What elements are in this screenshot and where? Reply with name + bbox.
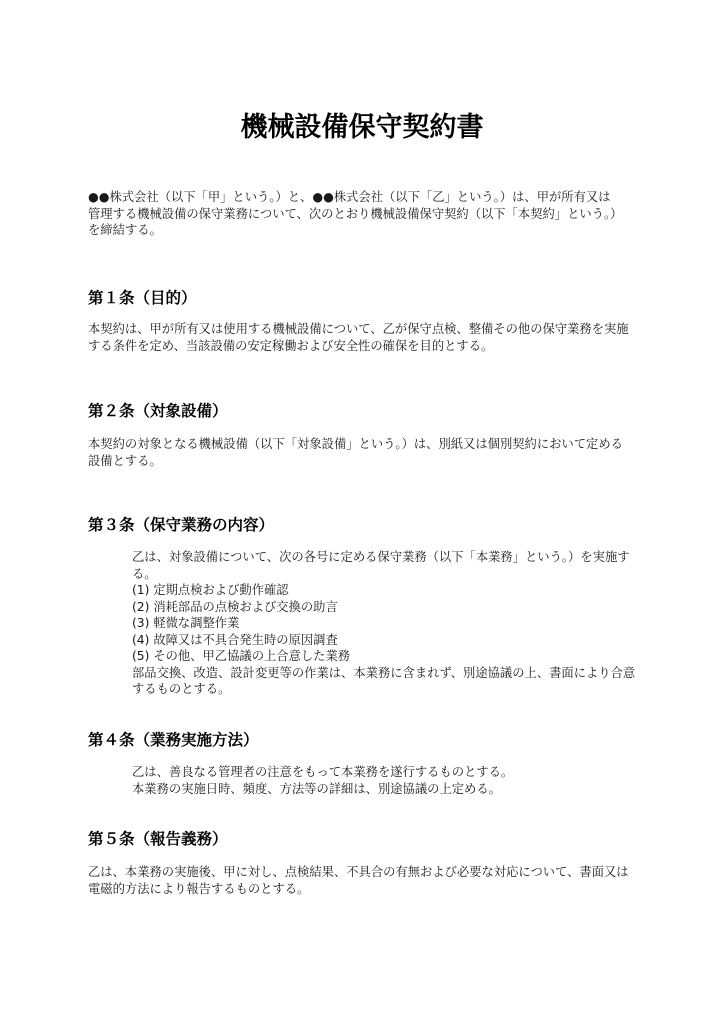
preamble-line: を締結する。 (88, 223, 162, 237)
preamble (88, 189, 644, 239)
preamble-line: 管理する機械設備の保守業務について、次のとおり機械設備保守契約（以下「本契約」という。） (88, 206, 623, 221)
list-item: (4) 故障又は不具合発生時の原因調査 (132, 632, 338, 647)
article-4-body (132, 764, 644, 797)
article-5-heading: 第５条（報告義務） (88, 830, 228, 848)
article-line: 電磁的方法により報告するものとする。 (88, 881, 310, 896)
list-item: (1) 定期点検および動作確認 (132, 583, 289, 597)
article-3-heading: 第３条（保守業務の内容） (88, 516, 275, 534)
article-line: 本契約は、甲が所有又は使用する機械設備について、乙が保守点検、整備その他の保守業務を実施 (88, 322, 629, 336)
document-title: 機械設備保守契約書 (240, 112, 484, 143)
article-line: 本契約の対象となる機械設備（以下「対象設備」という。）は、別紙又は個別契約において定める (88, 437, 623, 451)
article-5-body (88, 864, 644, 897)
list-item: (2) 消耗部品の点検および交換の助言 (132, 599, 338, 614)
article-line: る。 (132, 566, 157, 581)
article-2-body (88, 436, 644, 469)
list-item: (5) その他、甲乙協議の上合意した業務 (132, 649, 351, 663)
article-line: 乙は、対象設備について、次の各号に定める保守業務（以下「本業務」という。）を実施す (132, 550, 630, 564)
article-2-heading: 第２条（対象設備） (88, 402, 228, 420)
article-1-heading: 第１条（目的） (88, 289, 197, 307)
article-line: するものとする。 (132, 682, 231, 696)
preamble-line: ●●株式会社（以下「甲」という。）と、●●株式会社（以下「乙」という。）は、甲が所有又は (88, 190, 611, 204)
article-line: 部品交換、改造、設計変更等の作業は、本業務に含まれず、別途協議の上、書面により合意 (132, 665, 636, 680)
article-1-body (88, 321, 644, 354)
article-3-body (132, 549, 644, 698)
list-item: (3) 軽微な調整作業 (132, 616, 240, 630)
article-line: 乙は、善良なる管理者の注意をもって本業務を遂行するものとする。 (132, 765, 514, 779)
article-line: する条件を定め、当該設備の安定稼働および安全性の確保を目的とする。 (88, 338, 494, 353)
article-line: 乙は、本業務の実施後、甲に対し、点検結果、不具合の有無および必要な対応について、書面又は (88, 865, 629, 879)
article-line: 設備とする。 (88, 453, 162, 468)
article-line: 本業務の実施日時、頻度、方法等の詳細は、別途協議の上定める。 (132, 781, 501, 796)
article-4-heading: 第４条（業務実施方法） (88, 731, 259, 749)
